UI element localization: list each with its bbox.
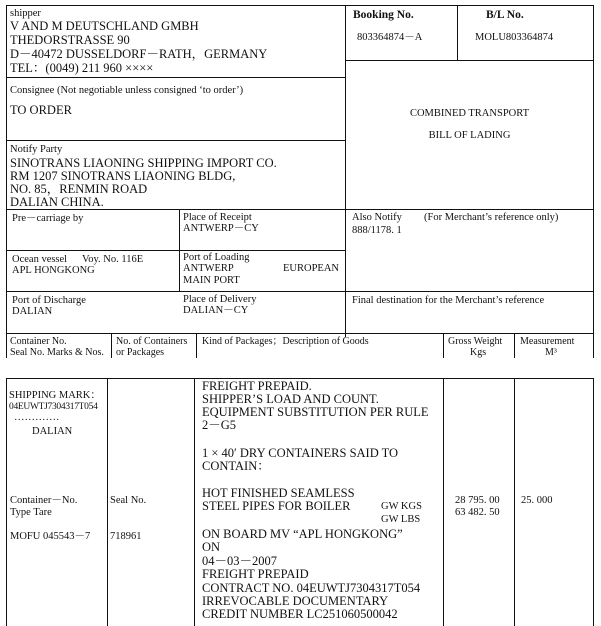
divider-lower-col-4 <box>514 378 515 626</box>
also-notify-label: Also Notify <box>352 212 402 223</box>
border-right <box>593 5 594 358</box>
seal-value: 718961 <box>110 531 142 542</box>
divider-main-vertical <box>345 5 346 337</box>
shipper-line-4: TEL：(0049) 211 960 ×××× <box>10 61 154 75</box>
final-destination-label: Final destination for the Merchant’s reference <box>352 295 545 306</box>
divider-col-3 <box>443 333 444 358</box>
divider-precarriage-bottom <box>6 250 346 251</box>
desc-line: HOT FINISHED SEAMLESS <box>202 486 355 500</box>
discharge-label: Port of Discharge <box>12 295 86 306</box>
divider-consignee-bottom <box>6 140 346 141</box>
shipping-mark-label: SHIPPING MARK： <box>9 390 101 401</box>
border-left-lower <box>6 378 7 626</box>
bl-value: MOLU803364874 <box>475 32 554 43</box>
desc-line: 04－03－2007 <box>202 554 278 568</box>
divider-lower-col-3 <box>443 378 444 626</box>
col-gross-2: Kgs <box>470 347 487 358</box>
container-no-value: MOFU 045543－7 <box>10 531 91 542</box>
gross-weight-kgs: 28 795. 00 <box>455 495 500 506</box>
border-left <box>6 5 7 358</box>
desc-line: FREIGHT PREPAID <box>202 567 309 581</box>
receipt-label: Place of Receipt <box>183 212 252 223</box>
desc-line: CONTAIN： <box>202 459 270 473</box>
desc-line: ON BOARD MV “APL HONGKONG” <box>202 527 403 541</box>
shipping-mark-dots: ············· <box>14 415 60 426</box>
loading-label: Port of Loading <box>183 252 250 263</box>
col-meas-2: M³ <box>545 347 557 358</box>
border-top <box>6 5 594 6</box>
divider-col-1 <box>111 333 112 358</box>
gw-kgs-label: GW KGS <box>381 501 422 512</box>
notify-label: Notify Party <box>10 144 63 155</box>
loading-value-extra: EUROPEAN <box>283 263 340 274</box>
receipt-value: ANTWERP－CY <box>183 223 259 234</box>
gw-lbs-label: GW LBS <box>381 514 421 525</box>
precarriage-label: Pre－carriage by <box>12 213 84 224</box>
also-notify-value: 888/1178. 1 <box>352 225 402 236</box>
container-no-label: Container－No. <box>10 495 78 506</box>
desc-line: ON <box>202 540 221 554</box>
desc-line: 1 × 40′ DRY CONTAINERS SAID TO <box>202 446 399 460</box>
vessel-label: Ocean vessel <box>12 254 68 265</box>
shipping-mark-code: 04EUWTJ7304317T054 <box>9 402 98 412</box>
divider-lower-col-2 <box>194 378 195 626</box>
doc-title-line-1: COMBINED TRANSPORT <box>409 108 530 119</box>
vessel-value: APL HONGKONG <box>12 265 95 276</box>
loading-value-1: ANTWERP <box>183 263 234 274</box>
seal-label: Seal No. <box>110 495 147 506</box>
notify-line-2: RM 1207 SINOTRANS LIAONING BLDG, <box>10 169 236 183</box>
border-right-lower <box>593 378 594 626</box>
consignee-label: Consignee (Not negotiable unless consigned ‘to order’) <box>10 85 244 96</box>
delivery-value: DALIAN－CY <box>183 305 249 316</box>
consignee-value: TO ORDER <box>10 103 72 117</box>
shipper-line-3: D－40472 DUSSELDORF－RATH，GERMANY <box>10 47 268 61</box>
delivery-label: Place of Delivery <box>183 294 257 305</box>
doc-title-line-2: BILL OF LADING <box>428 130 511 141</box>
divider-notify-bottom <box>6 209 594 210</box>
desc-line: STEEL PIPES FOR BOILER <box>202 499 351 513</box>
divider-shipper-bottom <box>6 77 346 78</box>
desc-line: SHIPPER’S LOAD AND COUNT. <box>202 392 379 406</box>
divider-lower-col-1 <box>107 378 108 626</box>
desc-line: CONTRACT NO. 04EUWTJ7304317T054 <box>202 581 421 595</box>
divider-booking-bottom <box>345 60 594 61</box>
shipper-label: shipper <box>10 8 41 19</box>
col-kind: Kind of Packages；Description of Goods <box>202 336 369 347</box>
col-noc-1: No. of Containers <box>116 336 188 347</box>
col-noc-2: or Packages <box>116 347 165 358</box>
shipper-line-1: V AND M DEUTSCHLAND GMBH <box>10 19 199 33</box>
booking-label: Booking No. <box>353 9 414 21</box>
desc-line: 2－G5 <box>202 418 237 432</box>
divider-discharge-bottom <box>6 333 594 334</box>
divider-col-4 <box>514 333 515 358</box>
desc-line: EQUIPMENT SUBSTITUTION PER RULE <box>202 405 429 419</box>
notify-line-1: SINOTRANS LIAONING SHIPPING IMPORT CO. <box>10 156 277 170</box>
desc-line: IRREVOCABLE DOCUMENTARY <box>202 594 389 608</box>
shipper-line-2: THEDORSTRASSE 90 <box>10 33 130 47</box>
discharge-value: DALIAN <box>12 306 53 317</box>
notify-line-3: NO. 85，RENMIN ROAD <box>10 182 148 196</box>
loading-value-2: MAIN PORT <box>183 275 240 286</box>
divider-booking-bl <box>457 5 458 60</box>
notify-line-4: DALIAN CHINA. <box>10 195 104 209</box>
divider-col-2 <box>196 333 197 358</box>
bl-label: B/L No. <box>486 9 524 21</box>
measurement-value: 25. 000 <box>521 495 553 506</box>
divider-vessel-bottom <box>6 291 594 292</box>
type-tare-label: Type Tare <box>10 507 52 518</box>
desc-line: FREIGHT PREPAID. <box>202 379 312 393</box>
col-meas-1: Measurement <box>520 336 575 347</box>
also-notify-note: (For Merchant’s reference only) <box>424 212 559 223</box>
col-container-1: Container No. <box>10 336 67 347</box>
col-container-2: Seal No. Marks & Nos. <box>10 347 104 358</box>
desc-line: CREDIT NUMBER LC251060500042 <box>202 607 398 621</box>
shipping-mark-destination: DALIAN <box>32 426 73 437</box>
col-gross-1: Gross Weight <box>448 336 503 347</box>
booking-value: 803364874－A <box>357 32 423 43</box>
voyage-label: Voy. No. 116E <box>82 254 144 265</box>
gross-weight-lbs: 63 482. 50 <box>455 507 500 518</box>
